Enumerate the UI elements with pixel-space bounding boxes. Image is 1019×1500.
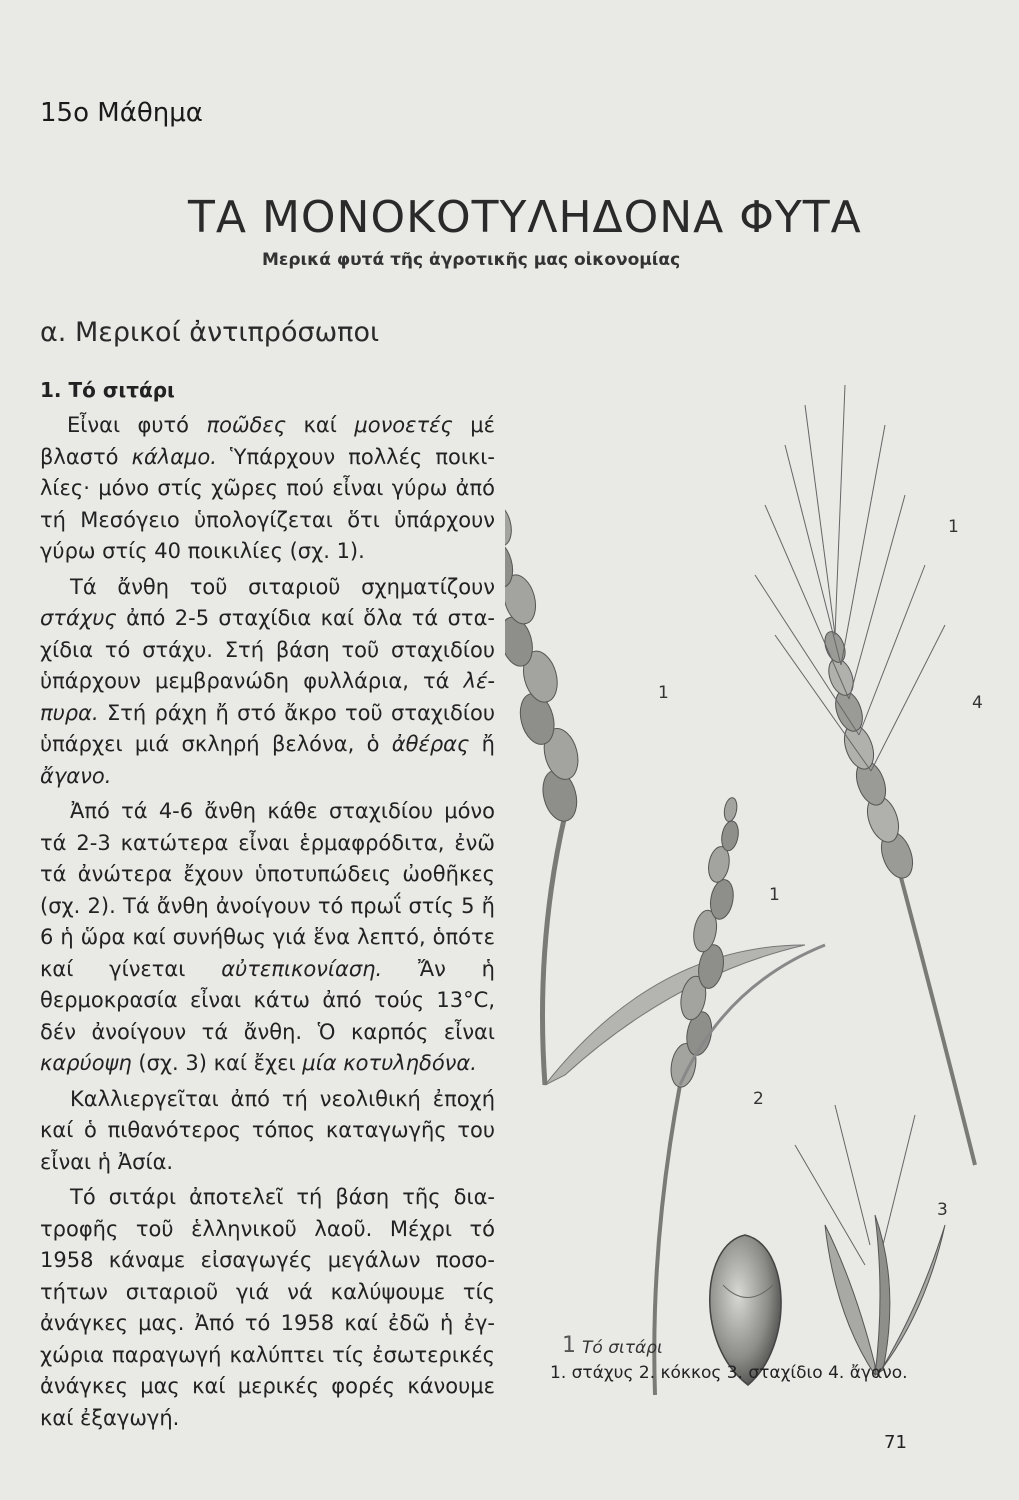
- bearded-wheat-spike: [755, 385, 945, 882]
- page-subtitle: Μερικά φυτά τῆς ἀγροτικῆς μας οἰκονομίας: [262, 250, 681, 270]
- emphasized-term: μονοετές: [354, 413, 453, 437]
- emphasized-term: ἀθέρας: [391, 732, 470, 756]
- emphasized-term: κάλαμο.: [131, 444, 217, 469]
- wheat-spikelet: [795, 1105, 945, 1375]
- figure-label: 2: [753, 1089, 764, 1109]
- body-text: [40, 410, 495, 1438]
- figure-number: 1: [562, 1333, 576, 1358]
- figure-label: 4: [972, 693, 983, 713]
- emphasized-term: αὐτεπικονίαση.: [221, 956, 383, 981]
- item-heading: 1. Τό σιτάρι: [40, 378, 175, 402]
- page-title: ΤΑ ΜΟΝΟΚΟΤΥΛΗΔΟΝΑ ΦΥΤΑ: [188, 192, 862, 243]
- figure-caption-title: Τό σιτάρι: [582, 1338, 663, 1358]
- paragraph: Τό σιτάρι ἀποτελεῖ τή βάση τῆς διατροφῆς τοῦ ἑλληνικοῦ λαοῦ. Μέχρι τό 1958 κάναμε εἰσαγωγές μεγάλων ποσοτήτων σιταριοῦ γιά νά καλύψουμε τίς ἀνάγκες μας. Ἀπό τό 1958 καί ἐδῶ ἡ ἐγχώρια παραγωγή καλύπτει τίς ἐσωτερικές ἀνάγκες μας καί μερικές φορές κάνουμε καί ἐξαγωγή.: [40, 1185, 495, 1430]
- figure-label: 3: [937, 1200, 948, 1220]
- wheat-illustration: [505, 385, 1005, 1395]
- figure-label: 1: [769, 885, 780, 905]
- emphasized-term: ἄγανο.: [40, 763, 112, 788]
- emphasized-term: ποῶδες: [206, 413, 287, 437]
- paragraph: Καλλιεργεῖται ἀπό τή νεολιθική ἐποχή καί ὁ πιθανότερος τόπος καταγωγῆς του εἶναι ἡ Ἀσία.: [40, 1086, 495, 1174]
- emphasized-term: μία κοτυληδόνα.: [302, 1051, 477, 1075]
- figure-caption-legend: 1. στάχυς 2. κόκκος 3. σταχίδιο 4. ἄγανο.: [550, 1363, 908, 1383]
- figure-label: 1: [948, 517, 959, 537]
- figure-label: 1: [658, 683, 669, 703]
- paragraph: Ἀπό τά 4-6 ἄνθη κάθε σταχιδίου μόνο τά 2-3 κατώτερα εἶναι ἑρμαφρόδιτα, ἐνῶ τά ἀνώτερα ἔχουν ὑποτυπώδεις ὠοθῆκες (σχ. 2). Τά ἄνθη ἀνοίγουν τό πρωΐ στίς 5 ἤ 6 ἡ ὥρα καί συνήθως γιά ἕνα λεπτό, ὁπότε καί γίνεται αὐτεπικονίαση. Ἄν ἡ θερμοκρασία εἶναι κάτω ἀπό τούς 13°C, δέν ἀνοίγουν τά ἄνθη. Ὁ καρπός εἶναι καρύοψη (σχ. 3) καί ἔχει μία κοτυληδόνα.: [40, 799, 495, 1075]
- emphasized-term: λέπυρα.: [40, 669, 495, 725]
- page-number: 71: [884, 1432, 907, 1453]
- emphasized-term: στάχυς: [40, 606, 117, 630]
- section-heading: α. Μερικοί ἀντιπρόσωποι: [40, 317, 380, 348]
- emphasized-term: καρύοψη: [40, 1051, 132, 1075]
- paragraph: Τά ἄνθη τοῦ σιταριοῦ σχηματίζουν στάχυς ἀπό 2-5 σταχίδια καί ὅλα τά σταχίδια τό στάχυ. Στή βάση τοῦ σταχιδίου ὑπάρχουν μεμβρανώδη φυλλάρια, τά λέπυρα. Στή ράχη ἤ στό ἄκρο τοῦ σταχιδίου ὑπάρχει μιά σκληρή βελόνα, ὁ ἀθέρας ἤ ἄγανο.: [40, 574, 495, 788]
- paragraph: Εἶναι φυτό ποῶδες καί μονοετές μέ βλαστό κάλαμο. Ὑπάρχουν πολλές ποικιλίες· μόνο στίς χῶρες πού εἶναι γύρω ἀπό τή Μεσόγειο ὑπολογίζεται ὅτι ὑπάρχουν γύρω στίς 40 ποικιλίες (σχ. 1).: [40, 413, 496, 563]
- small-wheat-spike: [666, 795, 753, 1091]
- lesson-number: 15ο Μάθημα: [40, 98, 203, 128]
- large-wheat-spike: [505, 469, 594, 826]
